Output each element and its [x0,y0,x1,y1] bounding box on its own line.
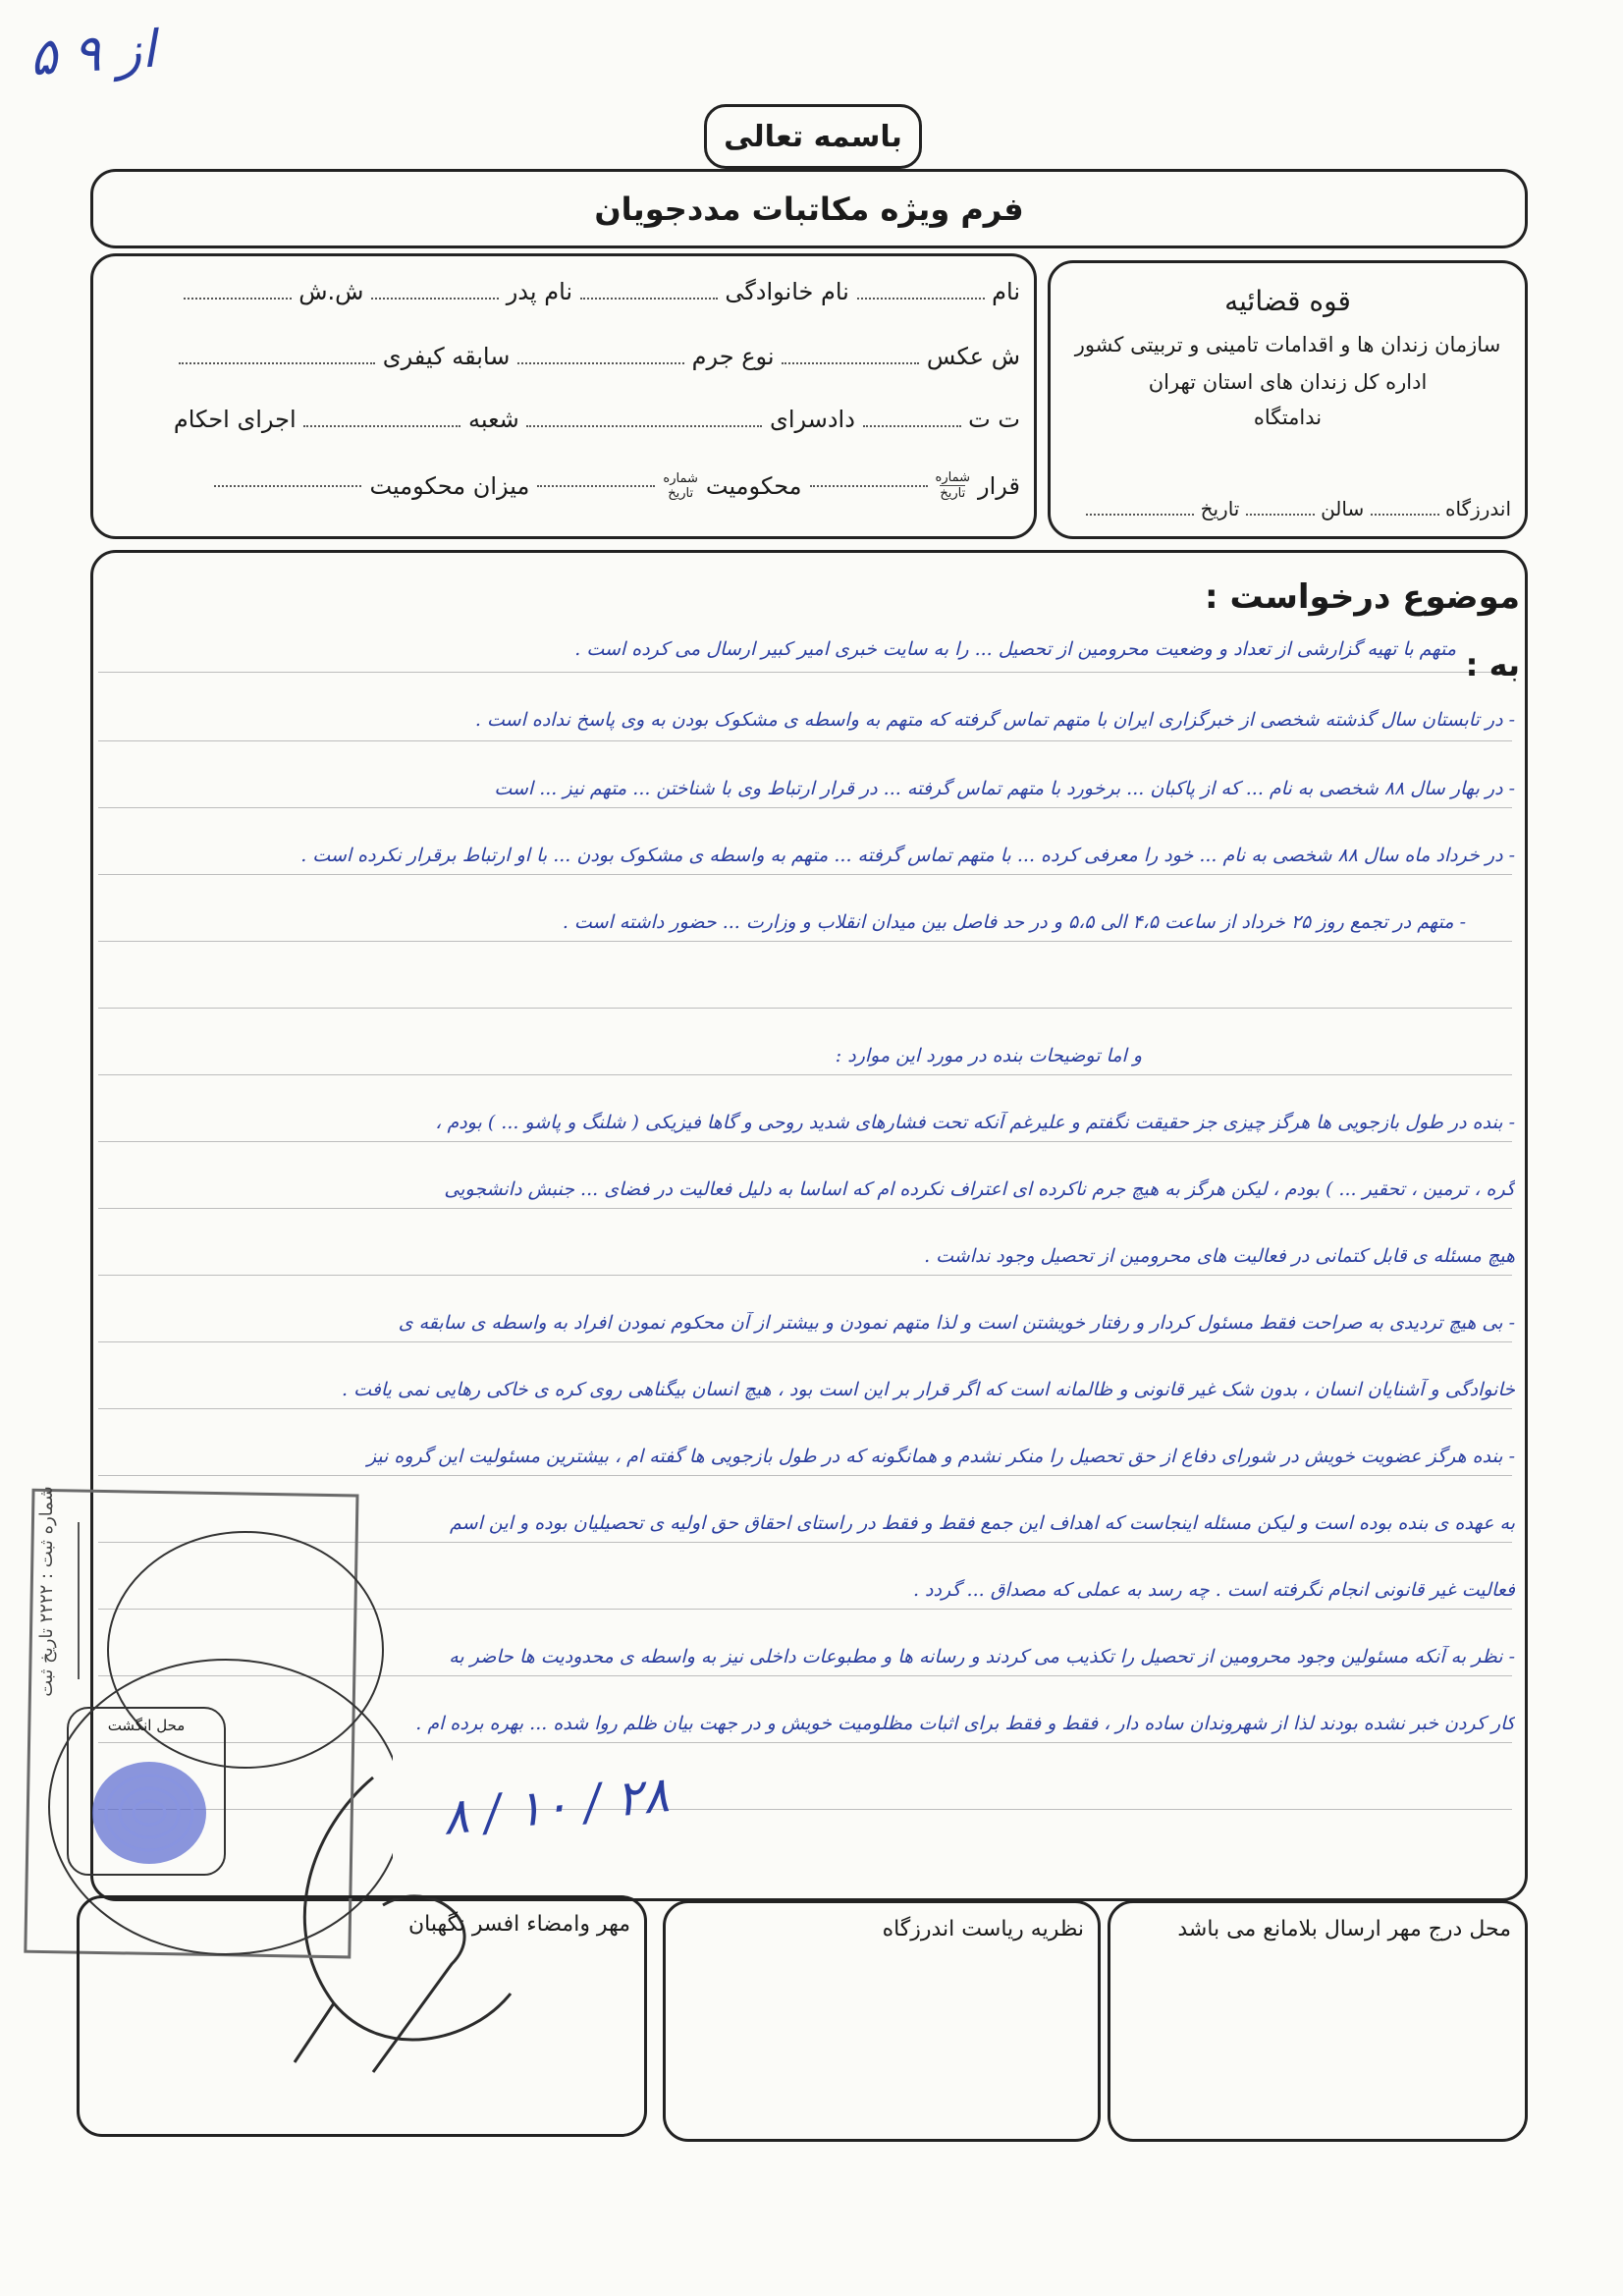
handwritten-line-1: متهم با تهیه گزارشی از تعداد و وضعیت محرومین از تحصیل ... را به سایت خبری امیر کبیر ارسال می کرده است . [574,638,1456,660]
ruled-line [98,874,1512,875]
ruled-line [98,1141,1512,1142]
order-label: قرار [978,471,1020,500]
sentence-label: میزان محکومیت [369,471,530,500]
handwritten-line-17: کار کردن خبر نشده بودند لذا از شهروندان ساده دار ، فقط و فقط برای اثبات مظلومیت خویش و در جهت بیان ظلم روا شده ... بهره برده ام . [415,1713,1515,1734]
handwritten-line-10: هیچ مسئله ی قابل کتمانی در فعالیت های محرومین از تحصیل وجود نداشت . [924,1245,1515,1267]
ruled-line [98,1008,1512,1009]
name-label: نام [992,278,1020,305]
date-scribble: ۸ / ۱۰ / ۲۸ [439,1766,672,1846]
id-no-label: ش.ش [298,278,364,305]
form-title-box [90,169,1528,248]
order-number-label: شماره [935,470,971,485]
org-box [1048,260,1528,539]
handwritten-line-16: - نظر به آنکه مسئولین وجود محرومین از تحصیل را تکذیب می کردند و رسانه ها و مطبوعات داخلی نیز به واسطه ی محدودیت ها حاضر به [449,1646,1515,1667]
page-number: ۵ از ۹ [27,20,158,88]
handwritten-line-14: به عهده ی بنده بوده است و لیکن مسئله اینجاست که اهداف این جمع فقط و فقط در راستای احقاق حق اولیه ی تحصیلیان بوده و این اسم [450,1512,1515,1534]
crime-type-label: نوع جرم [691,343,775,370]
org-line-1: قوه قضائیه [1224,285,1351,317]
record-label: سابقه کیفری [382,343,511,370]
handwritten-line-2: - در تابستان سال گذشته شخصی از خبرگزاری ایران با متهم تماس گرفته که متهم به واسطه ی مشکوک بودن به وی پاسخ نداده است . [474,709,1515,731]
handwritten-line-8: - بنده در طول بازجویی ها هرگز چیزی جز حقیقت نگفتم و علیرغم آنکه تحت فشارهای شدید روحی و گاها فیزیکی ( شلنگ و پاشو ... ) بودم ، [435,1112,1515,1133]
salon-label: سالن [1321,497,1365,520]
ruled-line [98,807,1512,808]
info-box [90,253,1037,539]
conviction-number-label: شماره [663,470,698,486]
court-label: دادسرای [770,406,855,433]
handwritten-line-7: و اما توضیحات بنده در مورد این موارد : [835,1045,1142,1066]
handwritten-line-12: خانوادگی و آشنایان انسان ، بدون شک غیر قانونی و ظالمانه است که اگر قرار بر این است بود ، هیچ انسان بیگناهی روی کره ی خاکی رهایی نمی یافت . [342,1379,1515,1400]
ruled-line [98,1074,1512,1075]
basmala-text: باسمه تعالی [724,119,902,154]
to-label: به : [1465,646,1520,683]
fingerprint-box [67,1707,226,1876]
info-row-1 [184,278,1020,305]
dispatch-stamp-label: محل درج مهر ارسال بلامانع می باشد [1177,1917,1511,1941]
ruled-line [98,1408,1512,1409]
ruled-line [98,1275,1512,1276]
conviction-label: محکومیت [705,471,802,500]
ruled-line [98,740,1512,741]
footer-box-officer [77,1895,647,2137]
photo-no-label: ش عکس [926,343,1020,370]
handwritten-line-4: - در خرداد ماه سال ۸۸ شخصی به نام ... خود را معرفی کرده ... با متهم تماس گرفته ... متهم به واسطه ی مشکوک بودن ... با او ارتباط برقرار نکرده است . [300,845,1515,866]
handwritten-line-15: فعالیت غیر قانونی انجام نگرفته است . چه رسد به عملی که مصداق ... گردد . [912,1579,1515,1601]
handwritten-line-11: - بی هیچ تردیدی به صراحت فقط مسئول کردار و رفتار خویشتن است و لذا متهم نمودن و بیشتر از آن محکوم نمودن افراد به واسطه ی سابقه ی [398,1312,1515,1334]
ruled-line [98,941,1512,942]
ruled-line [98,1208,1512,1209]
org-line-2: سازمان زندان ها و اقدامات تامینی و تربیتی کشور [1074,333,1501,356]
execution-label: اجرای احکام [173,406,297,433]
subject-label: موضوع درخواست : [1205,577,1520,617]
branch-label: شعبه [467,406,519,433]
head-opinion-label: نظریه ریاست اندرزگاه [882,1917,1084,1941]
handwritten-line-9: گره ، ترمین ، تحقیر ... ) بودم ، لیکن هرگز به هیچ جرم ناکرده ای اعتراف نکرده ام که اساسا به دلیل فعالیت در فضای ... جنبش دانشجویی [444,1178,1515,1200]
handwritten-line-5: - متهم در تجمع روز ۲۵ خرداد از ساعت ۴،۵ الی ۵،۵ و در حد فاصل بین میدان انقلاب و وزارت ... حضور داشته است . [562,911,1466,933]
org-line-4: ندامتگاه [1253,406,1323,429]
conviction-date-label: تاریخ [668,485,694,501]
ruled-line [98,672,1512,673]
fingerprint-icon [69,1734,224,1872]
stamp-text: شماره ثبت : ۲۲۲۲ تاریخ ثبت [35,1486,57,1697]
order-date-label: تاریخ [940,486,966,501]
family-label: نام خانوادگی [725,278,849,305]
ruled-line [98,1341,1512,1342]
ruled-line [98,1475,1512,1476]
form-title: فرم ویژه مکاتبات مددجویان [594,190,1024,228]
officer-stamp-label: مهر وامضاء افسر نگهبان [408,1912,630,1937]
father-label: نام پدر [506,278,573,305]
handwritten-line-13: - بنده هرگز عضویت خویش در شورای دفاع از حق تحصیل را منکر نشدم و همانگونه که در طول بازجویی ها گفته ام ، بیشترین مسئولیت این گروه نیز [366,1446,1515,1467]
andarzgah-label: اندرزگاه [1444,497,1511,520]
footer-box-head [663,1900,1101,2142]
info-row-2 [179,343,1020,370]
footer-box-dispatch [1108,1900,1528,2142]
basmala-box [704,104,922,169]
tt-label: ت ت [968,406,1020,433]
info-row-3 [174,406,1020,433]
info-row-4 [214,470,1020,501]
org-bottom-row [1086,497,1511,520]
date-label: تاریخ [1200,497,1240,520]
org-line-3: اداره کل زندان های استان تهران [1148,370,1428,394]
handwritten-line-3: - در بهار سال ۸۸ شخصی به نام ... که از پاکبان ... برخورد با متهم تماس گرفته ... در قرار ارتباط وی با شناختن ... متهم نیز ... است [494,778,1515,799]
fingerprint-label: محل انگشت [107,1717,186,1734]
